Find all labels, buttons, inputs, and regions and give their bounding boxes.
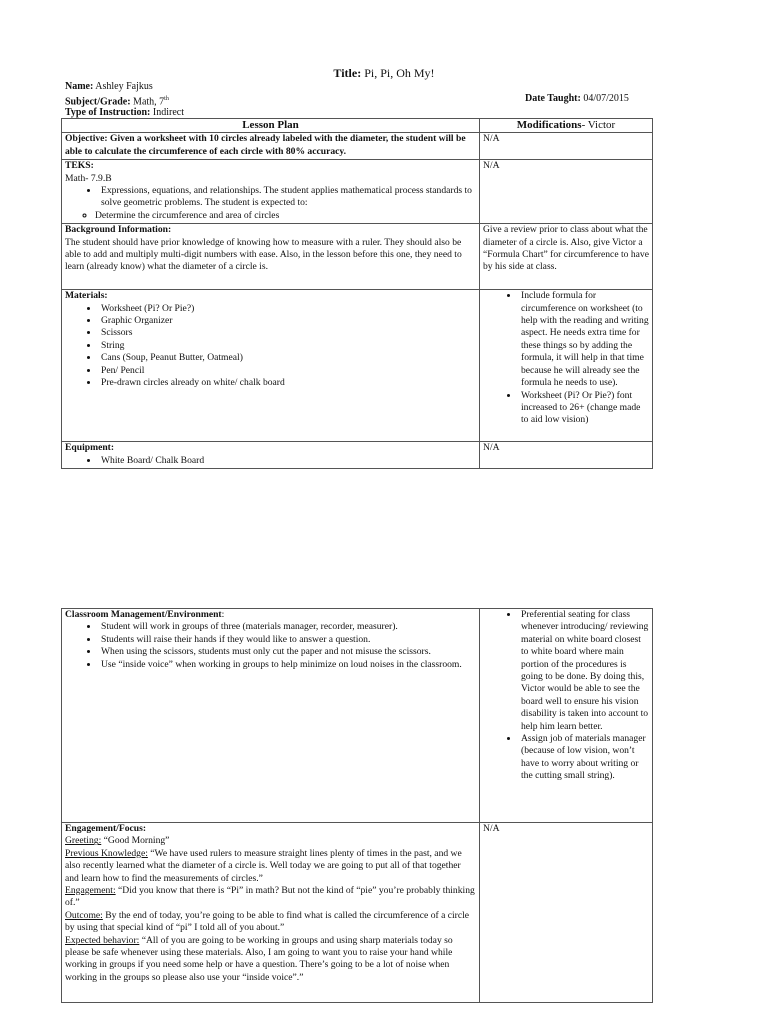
list-item: • Include formula for circumference on worksheet (to help with the reading and writing aspect. He needs extra time for these things so by adding the formula, it will help in that time because he will already see the formula he needs to use). <box>519 290 649 389</box>
instruction-value: Indirect <box>152 107 184 118</box>
teks-sublist <box>65 210 476 222</box>
lesson-plan-table <box>61 118 653 469</box>
classroom-mod-list <box>483 609 649 783</box>
name-line <box>65 80 153 93</box>
subject-label: Subject/Grade: <box>65 96 131 108</box>
prior-knowledge-text: “We have used rulers to measure straight lines plenty of times in the past, and we also recently learned what the diameter of a circle is. Well today we are going to put all of that together and learn how to find the measurements of circles.” <box>65 847 462 884</box>
list-item: • String <box>99 340 476 352</box>
engagement-label: Engagement/Focus: <box>65 823 147 834</box>
name-label: Name: <box>65 81 94 92</box>
background-label: Background Information: <box>65 224 172 236</box>
subject-superscript: th <box>164 96 169 102</box>
list-item: • Pre-drawn circles already on white/ chalk board <box>99 377 476 389</box>
classroom-label: Classroom Management/Environment <box>65 609 222 620</box>
modifications-label: Modifications <box>516 119 582 131</box>
objective-row <box>62 133 653 160</box>
list-item: • Graphic Organizer <box>99 315 476 327</box>
materials-row <box>62 290 653 442</box>
materials-cell <box>62 290 480 442</box>
title-value: Pi, Pi, Oh My! <box>364 66 435 80</box>
prior-knowledge-line <box>65 848 476 885</box>
equipment-label: Equipment: <box>65 442 115 454</box>
subject-value: Math, 7 <box>133 96 165 108</box>
teks-code: Math- 7.9.B <box>65 172 112 184</box>
equipment-mod: N/A <box>480 442 653 469</box>
background-mod: Give a review prior to class about what the diameter of a circle is. Also, give Victor a “Formula Chart” for circumference to have by his side at class. <box>480 224 653 290</box>
materials-mod <box>480 290 653 442</box>
materials-label: Materials: <box>65 290 108 302</box>
equipment-cell <box>62 442 480 469</box>
list-item: • Assign job of materials manager (because of low vision, won’t have to worry about writing or the cutting small string). <box>519 733 649 783</box>
teks-list <box>65 185 476 210</box>
engagement-text: “Did you know that there is “Pi” in math? But not the kind of “pie” you’re probably thinking of.” <box>65 885 475 909</box>
list-item: • When using the scissors, students must only cut the paper and not misuse the scissors. <box>99 646 476 658</box>
page-title <box>0 66 768 81</box>
engagement-line <box>65 885 476 910</box>
name-value: Ashley Fajkus <box>95 81 153 92</box>
classroom-row <box>62 609 653 823</box>
expected-behavior-line <box>65 935 476 985</box>
outcome-label: Outcome: <box>65 909 103 921</box>
teks-mod: N/A <box>480 160 653 224</box>
list-item: • White Board/ Chalk Board <box>99 455 476 467</box>
objective-mod: N/A <box>480 133 653 160</box>
date-label: Date Taught: <box>525 93 581 104</box>
date-value: 04/07/2015 <box>583 93 629 104</box>
list-item: ◦ Determine the circumference and area of circles <box>95 210 476 222</box>
list-item: • Student will work in groups of three (materials manager, recorder, measurer). <box>99 621 476 633</box>
background-text: The student should have prior knowledge of knowing how to measure with a ruler. They should also be able to add and multiply multi-digit numbers with ease. Also, in the lesson before this one, they need to learn (already know) what the diameter of a circle is. <box>65 236 462 273</box>
list-item: • Cans (Soup, Peanut Butter, Oatmeal) <box>99 352 476 364</box>
classroom-list <box>65 621 476 671</box>
list-item: • Expressions, equations, and relationships. The student applies mathematical process standards to solve geometric problems. The student is expected to: <box>99 185 476 210</box>
classroom-mod <box>480 609 653 823</box>
date-line <box>525 93 629 104</box>
list-item: • Scissors <box>99 327 476 339</box>
greeting-text: “Good Morning” <box>101 835 170 847</box>
list-item: • Students will raise their hands if they would like to answer a question. <box>99 634 476 646</box>
outcome-text: By the end of today, you’re going to be able to find what is called the circumference of a circle by using that special kind of “pi” I told all of you about.” <box>65 909 470 934</box>
equipment-list <box>65 455 476 467</box>
engagement-row <box>62 823 653 1003</box>
prior-knowledge-label: Previous Knowledge: <box>65 847 148 859</box>
modifications-heading <box>480 119 653 133</box>
greeting-line <box>65 835 476 847</box>
list-item: • Pen/ Pencil <box>99 365 476 377</box>
modifications-student: - Victor <box>581 119 616 131</box>
lesson-plan-heading: Lesson Plan <box>62 119 480 133</box>
classroom-cell <box>62 609 480 823</box>
equipment-row <box>62 442 653 469</box>
title-label: Title: <box>333 66 362 80</box>
teks-row <box>62 160 653 224</box>
list-item: • Use “inside voice” when working in groups to help minimize on loud noises in the classroom. <box>99 659 476 671</box>
outcome-line <box>65 910 476 935</box>
materials-mod-list <box>483 290 649 426</box>
expected-behavior-text: “All of you are going to be working in groups and using sharp materials today so please be safe whenever using these materials. Also, I am going to want you to raise your hand while working in groups if you need some help or have a question. There’s going to be a lot of noise when working in the groups so please also use your “inside voice”.” <box>65 934 453 983</box>
engagement-sub-label: Engagement: <box>65 885 116 897</box>
expected-behavior-label: Expected behavior: <box>65 934 140 946</box>
objective-cell: Objective: Given a worksheet with 10 circles already labeled with the diameter, the student will be able to calculate the circumference of each circle with 80% accuracy. <box>62 133 480 160</box>
list-item: • Worksheet (Pi? Or Pie?) <box>99 303 476 315</box>
teks-label: TEKS: <box>65 160 94 172</box>
background-cell <box>62 224 480 290</box>
list-item: • Worksheet (Pi? Or Pie?) font increased to 26+ (change made to aid low vision) <box>519 390 649 427</box>
greeting-label: Greeting: <box>65 835 102 847</box>
materials-list <box>65 303 476 390</box>
management-table <box>61 608 653 1003</box>
engagement-cell <box>62 823 480 1003</box>
table-header-row <box>62 119 653 133</box>
teks-cell <box>62 160 480 224</box>
instruction-label: Type of Instruction: <box>65 107 151 118</box>
background-row <box>62 224 653 290</box>
engagement-mod: N/A <box>480 823 653 1003</box>
classroom-heading: Classroom Management/Environment: <box>65 609 225 620</box>
list-item: • Preferential seating for class whenever introducing/ reviewing material on white board closest to white board where main portion of the procedures is going to be done. By doing this, Victor would be able to see the board well to ensure his vision disability is taken into account to help him learn better. <box>519 609 649 733</box>
